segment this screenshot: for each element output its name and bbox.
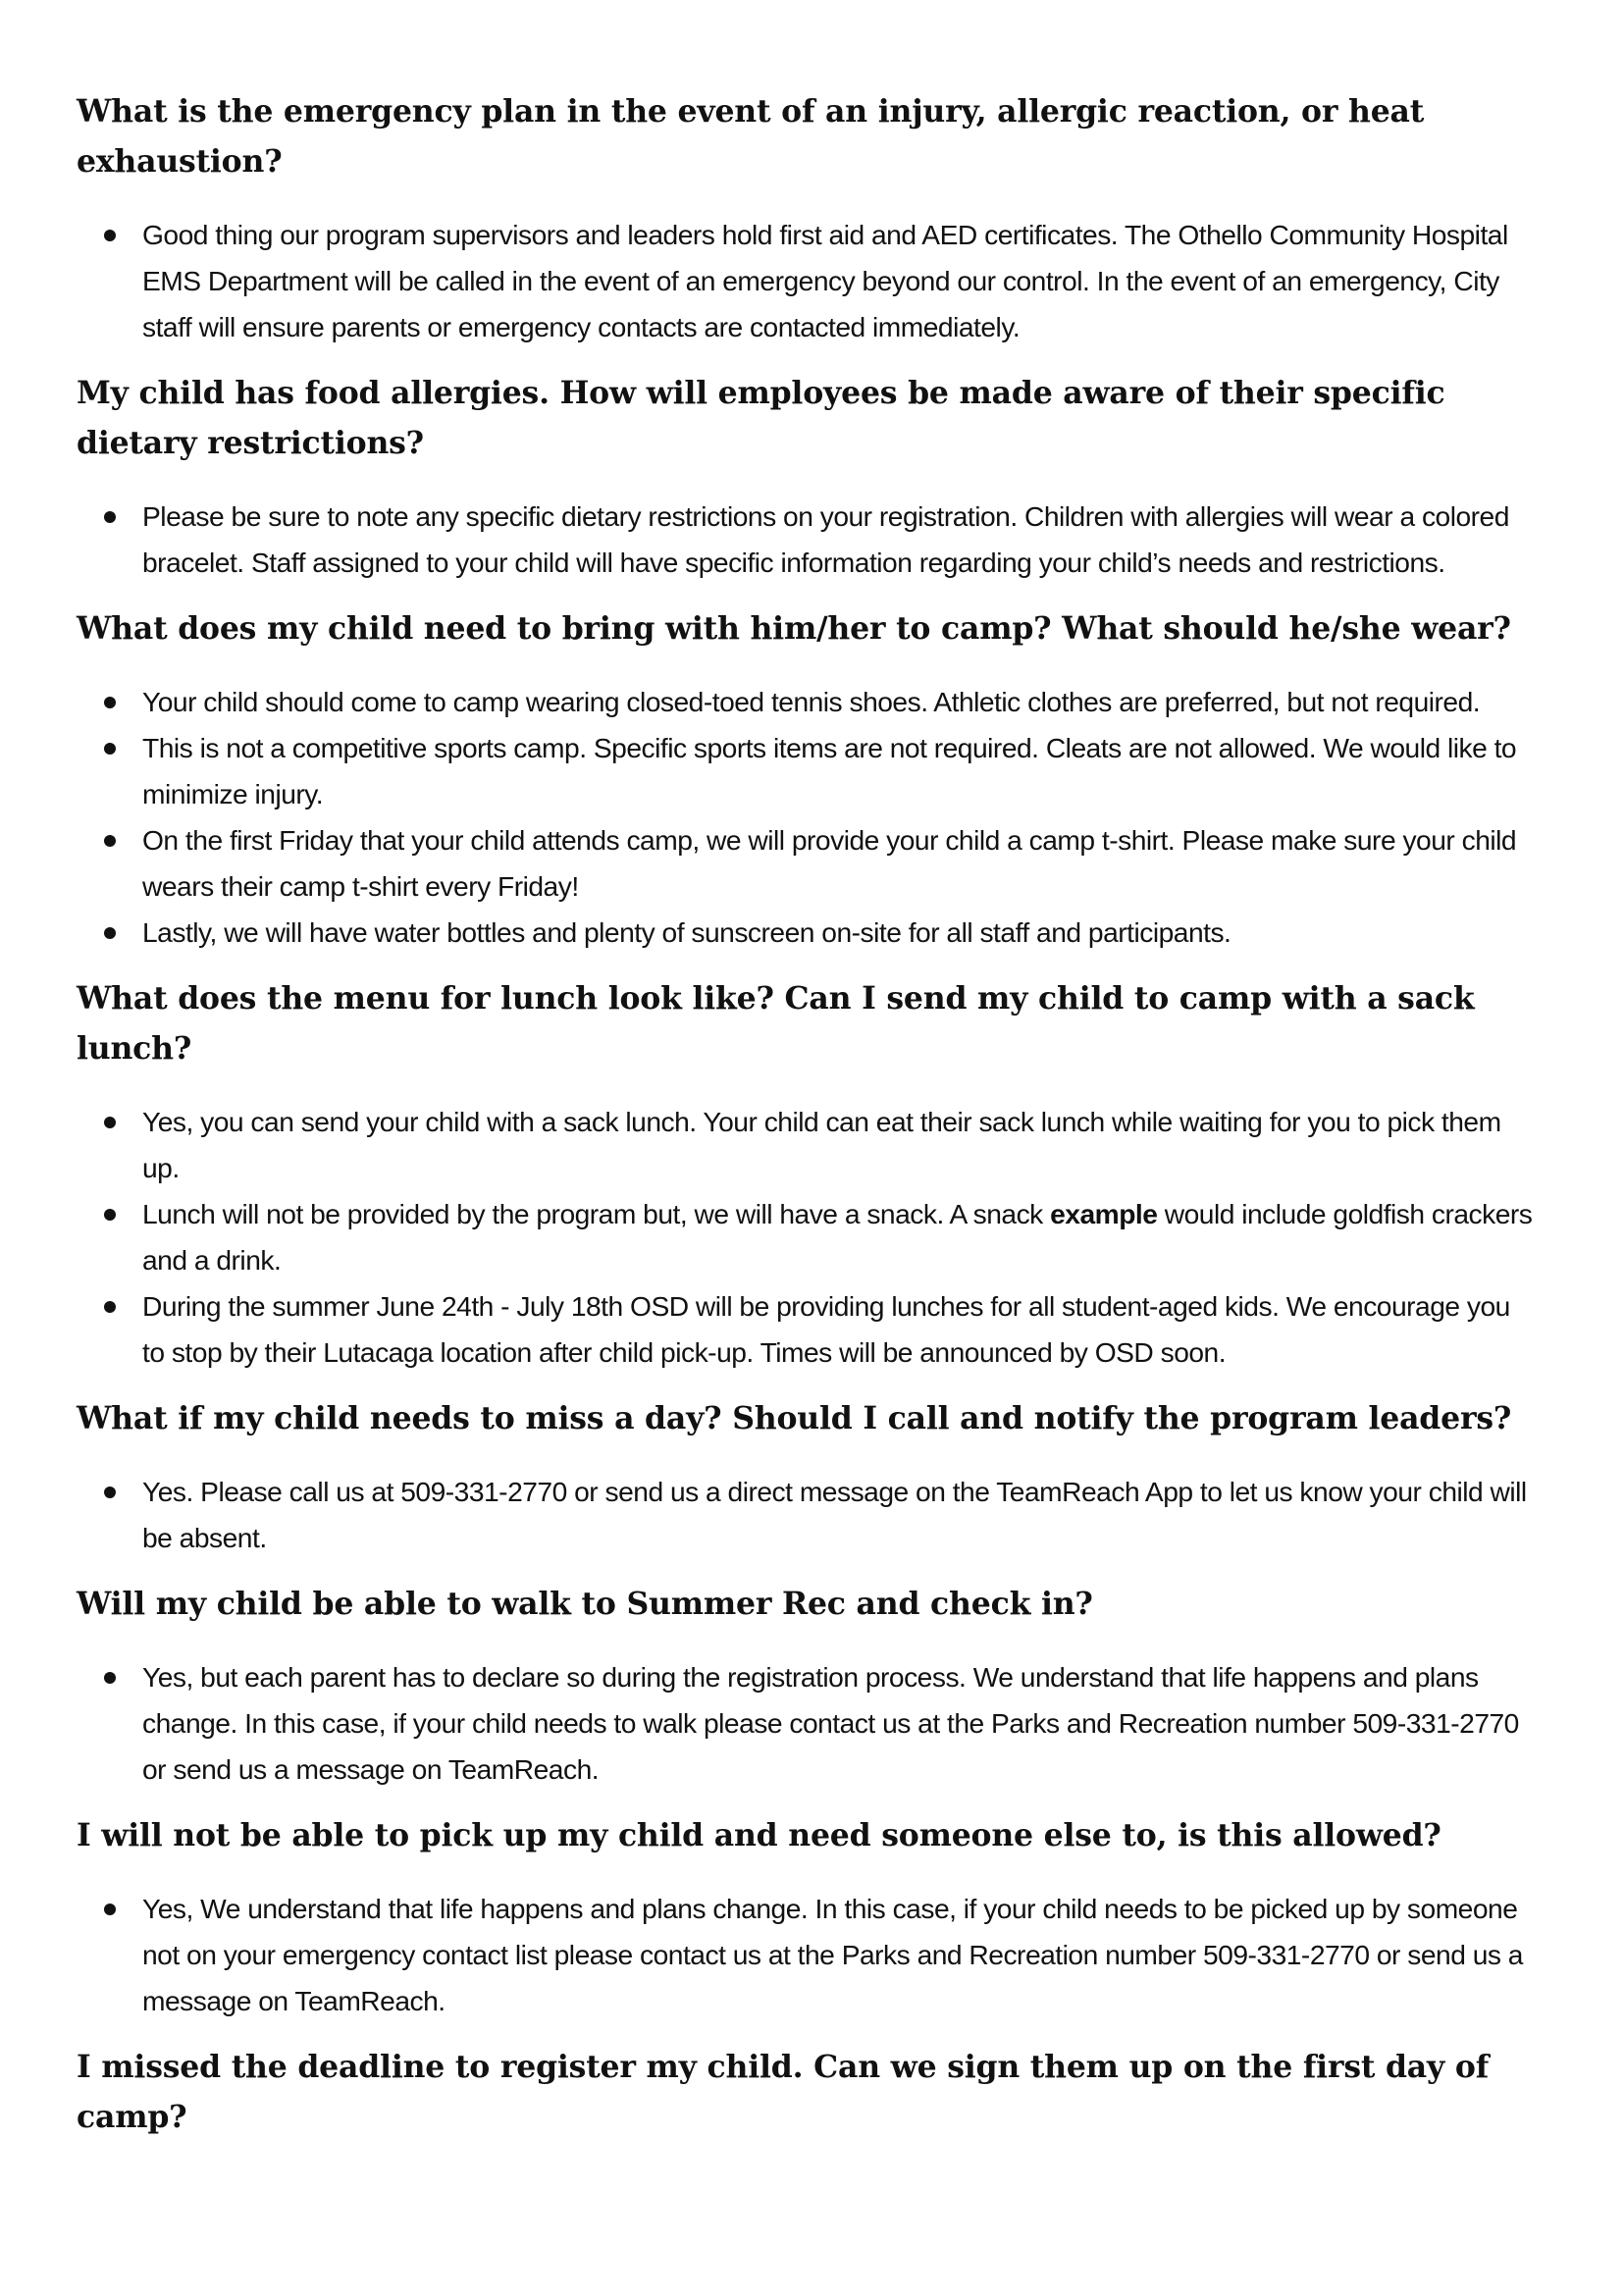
faq-answer-list: [77, 1886, 1536, 2024]
faq-question: I missed the deadline to register my child. Can we sign them up on the first day of camp?: [77, 2049, 1490, 2135]
faq-answer: [77, 910, 1536, 956]
faq-answer: [77, 494, 1536, 586]
faq-answer-list: [77, 679, 1536, 956]
faq-section: [77, 86, 1536, 350]
answer-text: This is not a competitive sports camp. Specific sports items are not required. Cleats are not allowed. We would like to minimize injury.: [142, 732, 1517, 809]
faq-answer: [77, 817, 1536, 910]
answer-text: would include goldfish crackers and a drink.: [142, 1198, 1533, 1276]
answer-text: On the first Friday that your child attends camp, we will provide your child a camp t-shirt. Please make sure your child wears their camp t-shirt every Friday!: [142, 824, 1517, 902]
faq-section: [77, 973, 1536, 1376]
answer-text: Please be sure to note any specific dietary restrictions on your registration. Children with allergies will wear a colored bracelet. Staff assigned to your child will have specific information regarding your child’s needs and restrictions.: [142, 500, 1509, 578]
answer-text: Yes, We understand that life happens and plans change. In this case, if your child needs to be picked up by someone not on your emergency contact list please contact us at the Parks and Recreation number 509-331-2770 or send us a message on TeamReach.: [142, 1893, 1523, 2016]
faq-answer: [77, 679, 1536, 725]
faq-section: [77, 603, 1536, 956]
bullet-icon: [104, 835, 116, 847]
bullet-icon: [104, 230, 116, 241]
faq-answer: [77, 1283, 1536, 1376]
faq-section: [77, 368, 1536, 586]
faq-answer-list: [77, 1099, 1536, 1376]
bullet-icon: [104, 1301, 116, 1313]
faq-question: What if my child needs to miss a day? Should I call and notify the program leaders?: [77, 1400, 1512, 1436]
bullet-icon: [104, 1904, 116, 1915]
answer-text: During the summer June 24th - July 18th OSD will be providing lunches for all student-aged kids. We encourage you to stop by their Lutacaga location after child pick-up. Times will be announced by OSD soon.: [142, 1290, 1510, 1368]
faq-question: What does my child need to bring with him/her to camp? What should he/she wear?: [77, 610, 1511, 647]
faq-section: [77, 1393, 1536, 1561]
bullet-icon: [104, 1117, 116, 1128]
faq-section: [77, 1579, 1536, 1793]
faq-answer: [77, 212, 1536, 350]
faq-answer-list: [77, 494, 1536, 586]
faq-question: What is the emergency plan in the event of an injury, allergic reaction, or heat exhaustion?: [77, 93, 1425, 180]
faq-answer: [77, 1886, 1536, 2024]
answer-text: Good thing our program supervisors and leaders hold first aid and AED certificates. The Othello Community Hospital EMS Department will be called in the event of an emergency beyond our control. In the event of an emergency, City staff will ensure parents or emergency contacts are contacted immediately.: [142, 219, 1508, 342]
bullet-icon: [104, 511, 116, 523]
bullet-icon: [104, 743, 116, 755]
faq-answer: [77, 725, 1536, 817]
faq-question: My child has food allergies. How will employees be made aware of their specific dietary restrictions?: [77, 375, 1445, 461]
faq-answer-list: [77, 1469, 1536, 1561]
answer-text: Yes, you can send your child with a sack lunch. Your child can eat their sack lunch while waiting for you to pick them up.: [142, 1106, 1501, 1183]
faq-answer: [77, 1654, 1536, 1793]
faq-answer: [77, 1099, 1536, 1191]
answer-text: Yes. Please call us at 509-331-2770 or send us a direct message on the TeamReach App to let us know your child will be absent.: [142, 1476, 1527, 1553]
bullet-icon: [104, 1672, 116, 1684]
emphasized-word: example: [1050, 1198, 1158, 1229]
faq-answer-list: [77, 212, 1536, 350]
bullet-icon: [104, 927, 116, 939]
bullet-icon: [104, 697, 116, 708]
faq-answer: [77, 1191, 1536, 1283]
faq-answer: [77, 1469, 1536, 1561]
bullet-icon: [104, 1209, 116, 1221]
answer-text: Your child should come to camp wearing closed-toed tennis shoes. Athletic clothes are preferred, but not required.: [142, 686, 1481, 717]
answer-text: Lunch will not be provided by the program but, we will have a snack. A snack: [142, 1198, 1051, 1229]
answer-text: Yes, but each parent has to declare so during the registration process. We understand that life happens and plans change. In this case, if your child needs to walk please contact us at the Parks and Recreation number 509-331-2770 or send us a message on TeamReach.: [142, 1661, 1519, 1785]
bullet-icon: [104, 1487, 116, 1498]
faq-answer-list: [77, 1654, 1536, 1793]
faq-section: [77, 1810, 1536, 2024]
faq-section: [77, 2042, 1536, 2142]
faq-question: Will my child be able to walk to Summer Rec and check in?: [77, 1586, 1093, 1622]
answer-text: Lastly, we will have water bottles and plenty of sunscreen on-site for all staff and participants.: [142, 916, 1231, 948]
faq-question: What does the menu for lunch look like? Can I send my child to camp with a sack lunch?: [77, 980, 1475, 1067]
faq-question: I will not be able to pick up my child and need someone else to, is this allowed?: [77, 1817, 1441, 1853]
